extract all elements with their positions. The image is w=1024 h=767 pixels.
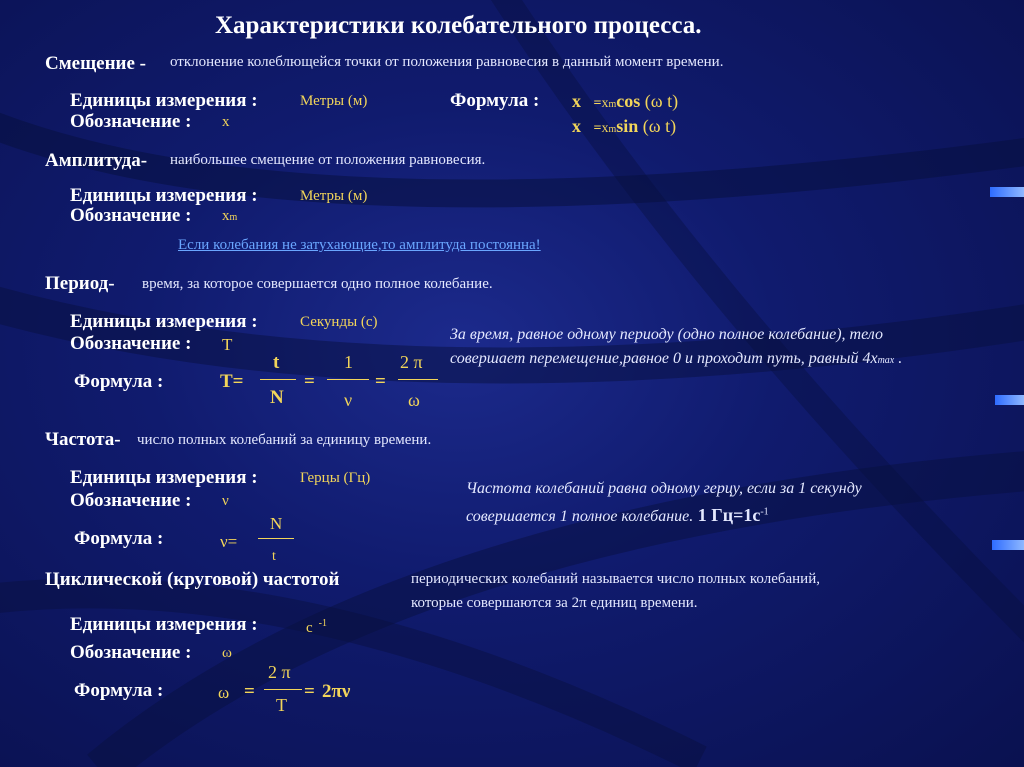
period-note-line-2: [450, 350, 902, 368]
frequency-fraction-line: [258, 538, 294, 539]
displacement-symbol-value: x: [222, 114, 230, 130]
cyclic-definition-line-1: периодических колебаний называется число полных колебаний,: [411, 571, 820, 587]
cyclic-units-text: с: [306, 620, 313, 636]
frequency-note-line-2: [466, 505, 769, 526]
cyclic-fraction-line: [264, 689, 302, 690]
period-units-label: Единицы измерения :: [70, 311, 258, 332]
formula1-eq: =: [593, 96, 602, 111]
cyclic-rhs: 2πν: [322, 681, 351, 702]
period-definition: время, за которое совершается одно полное колебание.: [142, 276, 493, 292]
frequency-term: Частота-: [45, 429, 121, 450]
frequency-symbol-label: Обозначение :: [70, 490, 192, 511]
amplitude-term: Амплитуда-: [45, 150, 148, 171]
formula1-arg: (ω t): [644, 91, 679, 111]
displacement-formula-label: Формула :: [450, 90, 540, 111]
period-symbol-label: Обозначение :: [70, 333, 192, 354]
period-num3: 2 π: [400, 352, 423, 372]
cyclic-symbol-label: Обозначение :: [70, 642, 192, 663]
frequency-formula-lhs: ν=: [220, 532, 238, 551]
period-fraction-line-2: [327, 379, 369, 380]
amplitude-symbol-x: x: [222, 208, 230, 224]
frequency-note-sup: -1: [760, 506, 769, 518]
frequency-symbol-value: ν: [222, 493, 229, 509]
formula2-func: sin: [616, 116, 639, 136]
formula1-xm: x: [601, 96, 609, 111]
period-fraction-line-1: [260, 379, 296, 380]
displacement-units-label: Единицы измерения :: [70, 90, 258, 111]
accent-bar-2: [995, 395, 1024, 405]
amplitude-symbol-label: Обозначение :: [70, 205, 192, 226]
period-note-text: совершает перемещение,равное 0 и проходит путь, равный 4x: [450, 350, 878, 367]
displacement-formula-1: [572, 91, 678, 112]
frequency-num: N: [270, 514, 283, 533]
formula1-func: cos: [616, 91, 641, 111]
frequency-units-label: Единицы измерения :: [70, 467, 258, 488]
formula2-xm-sub: m: [608, 124, 617, 135]
amplitude-definition: наибольшее смещение от положения равновесия.: [170, 152, 486, 168]
period-symbol-value: T: [222, 335, 233, 354]
cyclic-units-value: [306, 618, 327, 637]
formula1-xm-sub: m: [608, 99, 617, 110]
accent-bar-1: [990, 187, 1024, 197]
cyclic-units-label: Единицы измерения :: [70, 614, 258, 635]
period-den1: N: [270, 387, 284, 408]
frequency-den: t: [272, 549, 276, 564]
period-term: Период-: [45, 273, 115, 294]
cyclic-definition-line-2: которые совершаются за 2π единиц времени.: [411, 595, 698, 611]
amplitude-units-value: Метры (м): [300, 188, 368, 204]
formula2-xm: x: [601, 121, 609, 136]
cyclic-symbol-value: ω: [222, 645, 232, 661]
cyclic-formula-label: Формула :: [74, 680, 164, 701]
cyclic-den: T: [276, 695, 287, 715]
cyclic-units-sup: -1: [318, 618, 328, 629]
period-den2: ν: [344, 390, 353, 410]
period-fraction-line-3: [398, 379, 438, 380]
period-eq2: =: [375, 371, 386, 392]
formula2-lhs: x: [572, 116, 581, 136]
period-units-value: Секунды (с): [300, 314, 378, 330]
accent-bar-3: [992, 540, 1024, 550]
page-title: Характеристики колебательного процесса.: [215, 12, 702, 39]
formula1-lhs: x: [572, 91, 581, 111]
period-note-end: .: [894, 350, 903, 367]
frequency-units-value: Герцы (Гц): [300, 470, 371, 486]
displacement-definition: отклонение колеблющейся точки от положения равновесия в данный момент времени.: [170, 54, 724, 70]
amplitude-constant-link[interactable]: Если колебания не затухающие,то амплитуда постоянна!: [178, 237, 541, 253]
formula2-eq: =: [593, 121, 602, 136]
frequency-definition: число полных колебаний за единицу времени.: [137, 432, 432, 448]
frequency-note-unit: 1 Гц=1с: [693, 505, 761, 525]
cyclic-eq2: =: [304, 681, 315, 702]
amplitude-symbol-value: [222, 208, 237, 225]
frequency-note-line-1: Частота колебаний равна одному герцу, если за 1 секунду: [466, 480, 862, 497]
period-num1: t: [273, 352, 280, 373]
displacement-units-value: Метры (м): [300, 93, 368, 109]
amplitude-units-label: Единицы измерения :: [70, 185, 258, 206]
cyclic-formula-lhs: ω: [218, 683, 230, 702]
frequency-formula-label: Формула :: [74, 528, 164, 549]
period-note-sub: max: [877, 355, 895, 366]
frequency-note-text: совершается 1 полное колебание.: [466, 508, 694, 525]
cyclic-eq1: =: [244, 681, 255, 702]
displacement-term: Смещение -: [45, 53, 146, 74]
formula2-arg: (ω t): [642, 116, 677, 136]
period-den3: ω: [408, 390, 420, 410]
cyclic-term: Циклической (круговой) частотой: [45, 569, 340, 590]
period-eq1: =: [304, 371, 315, 392]
period-num2: 1: [344, 352, 353, 372]
cyclic-num: 2 π: [268, 662, 291, 682]
displacement-symbol-label: Обозначение :: [70, 111, 192, 132]
period-formula-lhs: T=: [220, 371, 244, 392]
amplitude-symbol-sub: m: [229, 212, 238, 223]
displacement-formula-2: [572, 116, 676, 137]
period-formula-label: Формула :: [74, 371, 164, 392]
period-note-line-1: За время, равное одному периоду (одно полное колебание), тело: [450, 326, 883, 343]
